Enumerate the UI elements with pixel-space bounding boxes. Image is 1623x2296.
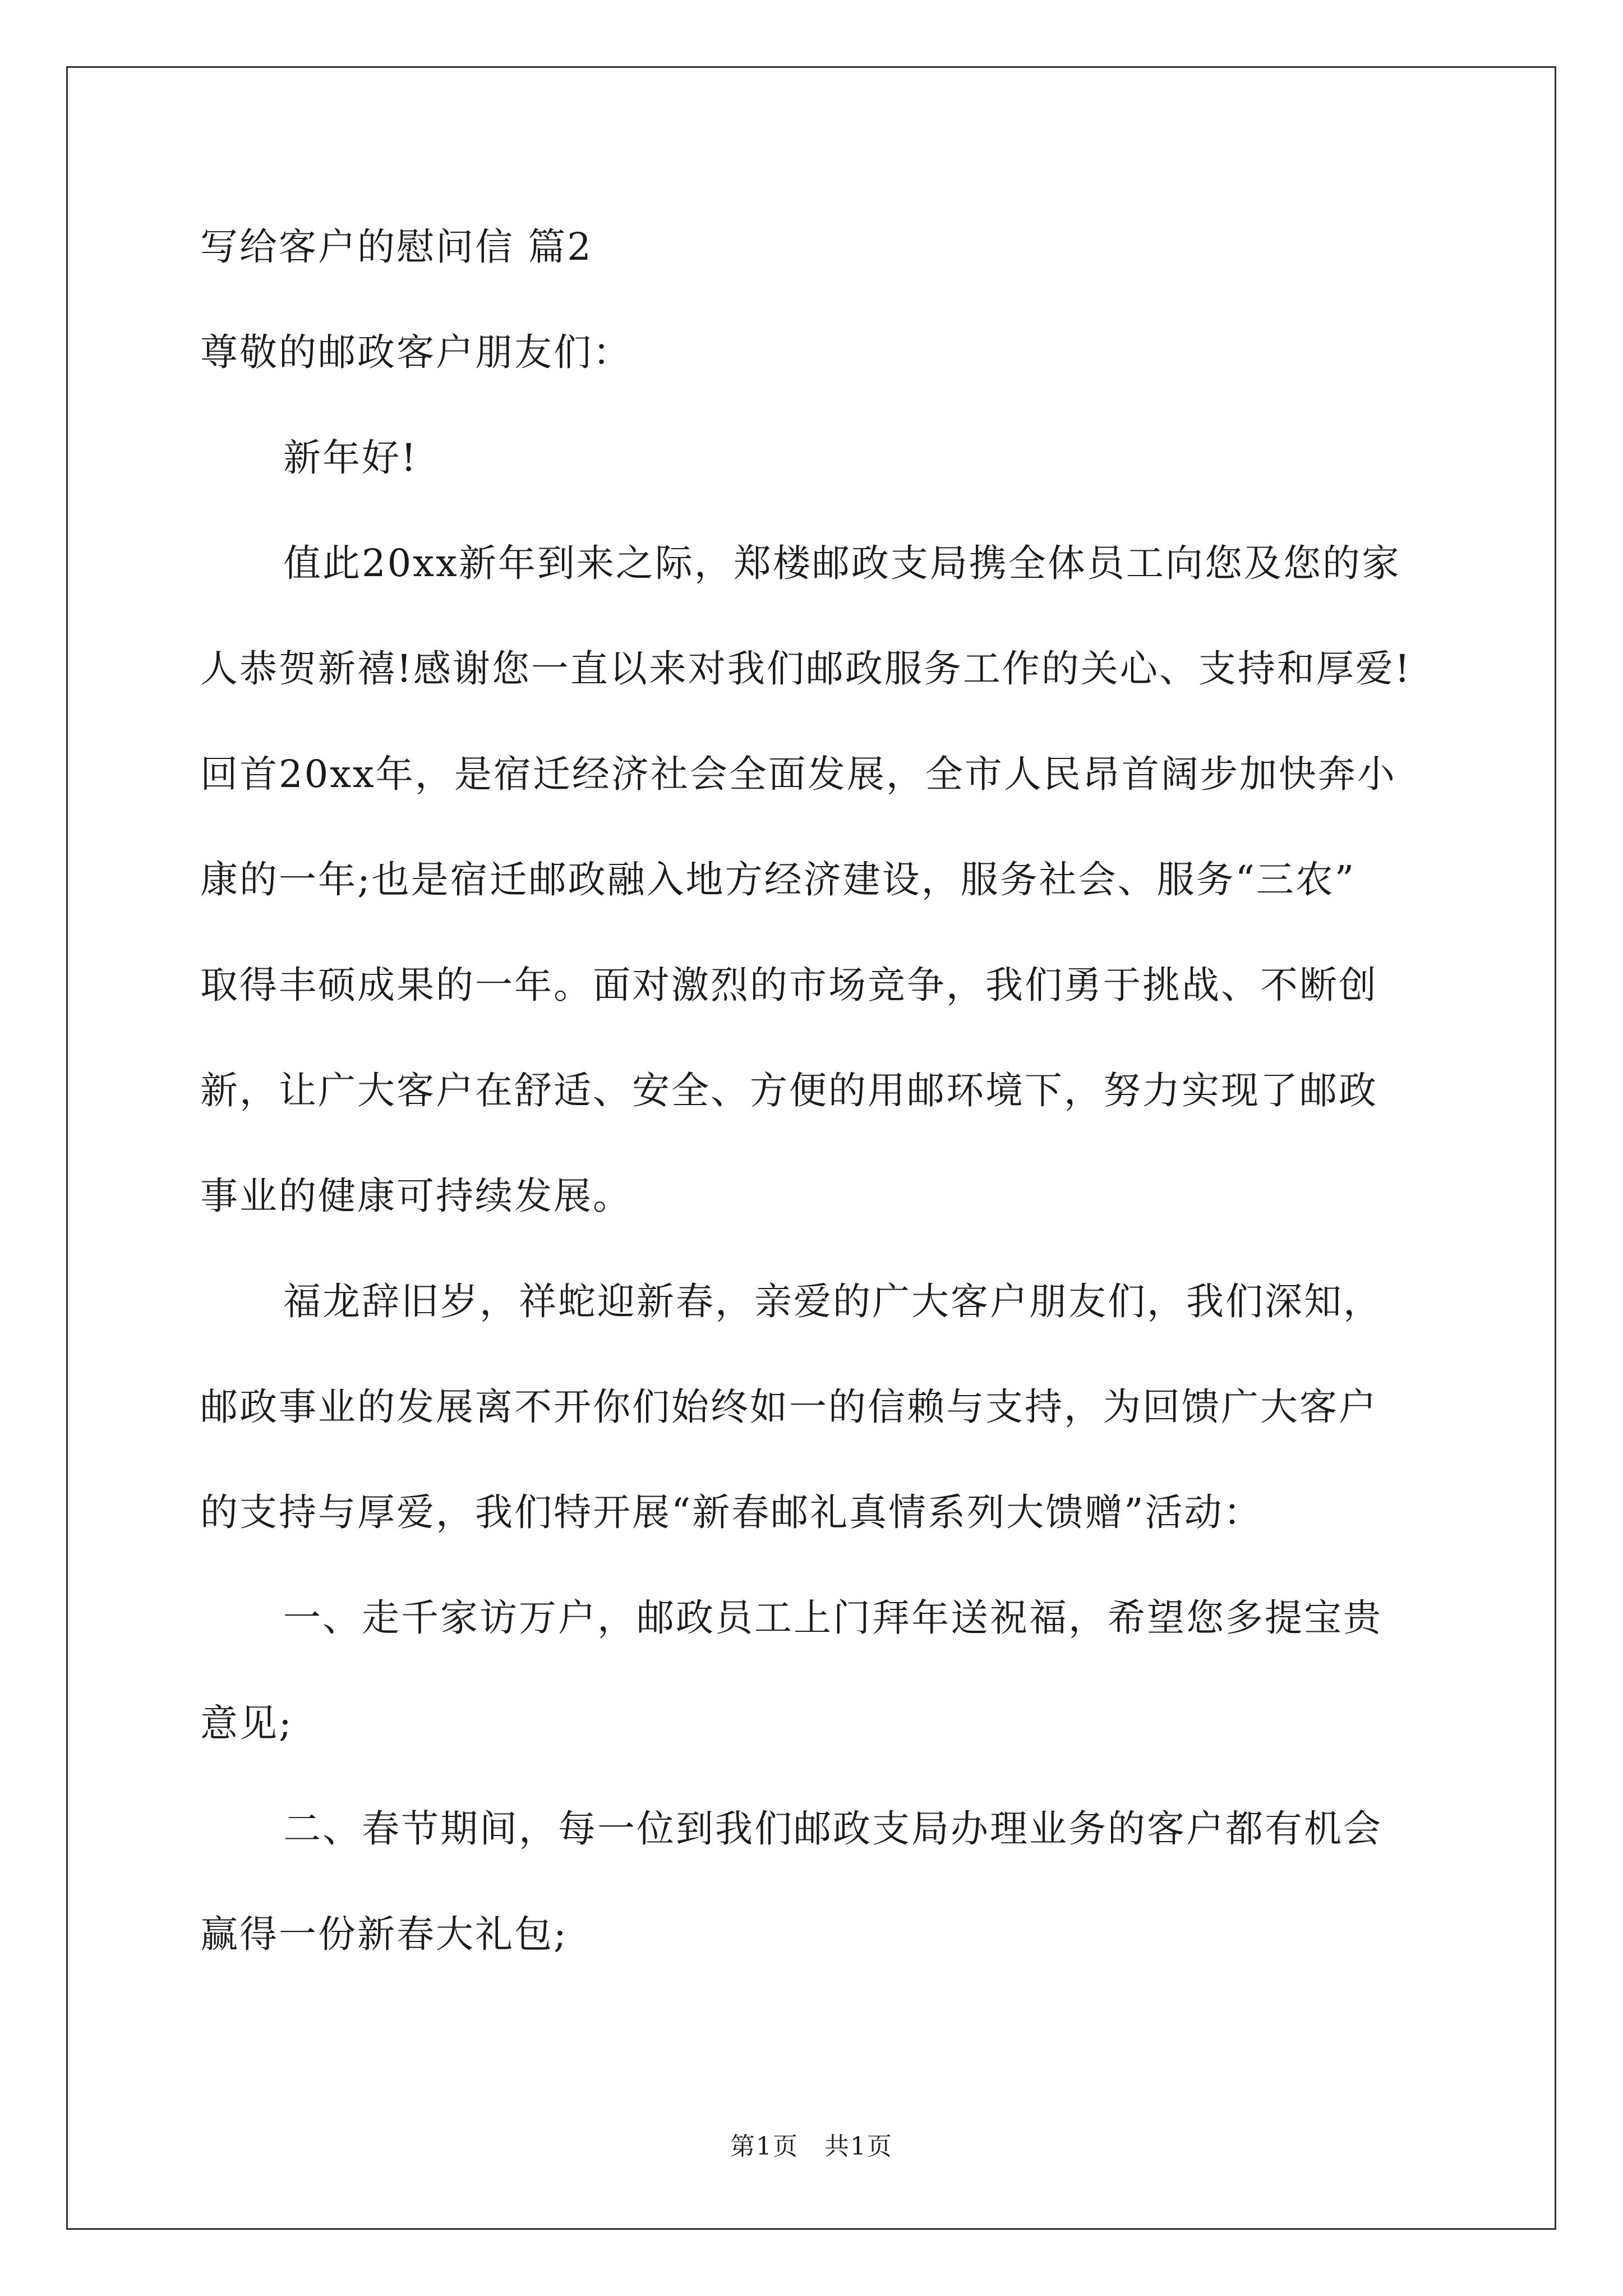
paragraph-line: 的支持与厚爱，我们特开展“新春邮礼真情系列大馈赠”活动： (200, 1490, 1263, 1534)
page-number: 第1页 (730, 2132, 799, 2161)
page-footer (0, 2126, 1623, 2162)
paragraph-line: 一、走千家访万户，邮政员工上门拜年送祝福，希望您多提宝贵 (283, 1596, 1382, 1640)
paragraph-line: 事业的健康可持续发展。 (200, 1174, 632, 1218)
paragraph-line: 人恭贺新禧!感谢您一直以来对我们邮政服务工作的关心、支持和厚爱! (200, 647, 1412, 691)
paragraph-line: 回首20xx年，是宿迁经济社会全面发展，全市人民昂首阔步加快奔小 (200, 752, 1396, 796)
paragraph-line: 二、春节期间，每一位到我们邮政支局办理业务的客户都有机会 (283, 1807, 1382, 1851)
paragraph-line: 赢得一份新春大礼包; (200, 1912, 568, 1956)
paragraph-line: 值此20xx新年到来之际，郑楼邮政支局携全体员工向您及您的家 (283, 541, 1401, 585)
document-title: 写给客户的慰问信 篇2 (200, 225, 593, 269)
paragraph-line: 康的一年;也是宿迁邮政融入地方经济建设，服务社会、服务“三农” (200, 858, 1356, 901)
paragraph-line: 意见; (200, 1701, 293, 1745)
document-body (200, 219, 1434, 2012)
paragraph-line: 取得丰硕成果的一年。面对激烈的市场竞争，我们勇于挑战、不断创 (200, 963, 1378, 1007)
paragraph-line: 邮政事业的发展离不开你们始终如一的信赖与支持，为回馈广大客户 (200, 1385, 1378, 1429)
paragraph-line: 新年好! (283, 436, 418, 480)
salutation: 尊敬的邮政客户朋友们： (200, 330, 632, 374)
paragraph-line: 新，让广大客户在舒适、安全、方便的用邮环境下，努力实现了邮政 (200, 1069, 1378, 1112)
paragraph-line: 福龙辞旧岁，祥蛇迎新春，亲爱的广大客户朋友们，我们深知， (283, 1280, 1382, 1323)
page-total: 共1页 (824, 2132, 893, 2161)
